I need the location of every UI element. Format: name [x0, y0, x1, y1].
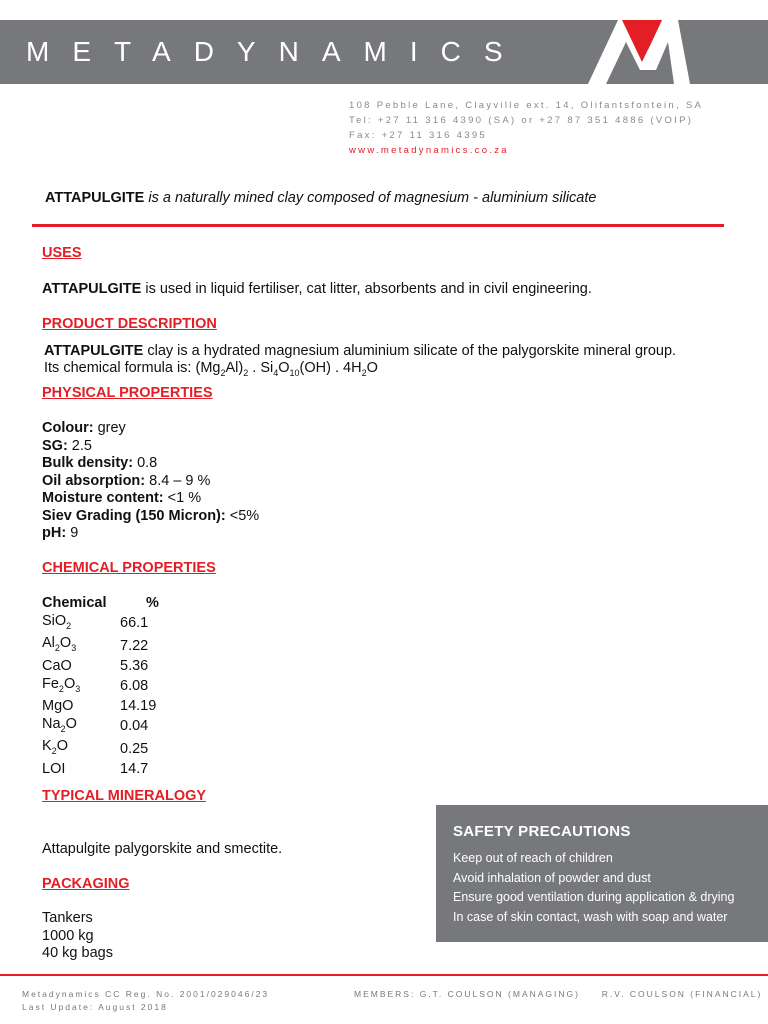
property-row: [42, 473, 259, 491]
intro-product-name: ATTAPULGITE: [45, 190, 145, 206]
chemical-formula-cell: [42, 658, 120, 676]
formula-prefix: Its chemical formula is:: [44, 360, 196, 376]
formula-subscript: 3: [71, 643, 77, 654]
typical-mineralogy-heading: TYPICAL MINERALOGY: [42, 788, 207, 804]
chemical-properties-heading: CHEMICAL PROPERTIES: [42, 560, 216, 576]
safety-precautions-box: [436, 805, 768, 942]
property-row: [42, 490, 259, 508]
formula-part: LOI: [42, 761, 66, 778]
formula-subscript: 3: [75, 683, 81, 694]
list-item: Ensure good ventilation during application & drying: [453, 890, 735, 904]
percent-cell: 0.04: [120, 718, 149, 735]
chemical-table: [42, 595, 159, 779]
formula-part: O: [59, 635, 72, 652]
intro-divider: [32, 224, 724, 227]
percent-cell: 5.36: [120, 657, 149, 674]
property-value: 8.4 – 9 %: [145, 472, 211, 489]
percent-cell: 14.19: [120, 698, 157, 715]
physical-properties-heading: PHYSICAL PROPERTIES: [42, 385, 213, 401]
company-name: METADYNAMICS: [26, 36, 526, 67]
percent-cell: 14.7: [120, 761, 149, 778]
safety-list: [453, 849, 734, 927]
percent-cell: 6.08: [120, 678, 149, 695]
formula-part: K: [42, 738, 52, 755]
percent-cell: 66.1: [120, 615, 149, 632]
packaging-list: [42, 910, 113, 963]
physical-properties-list: [42, 420, 259, 543]
uses-heading: USES: [42, 245, 82, 261]
formula-part: O: [65, 715, 77, 732]
footer-left: [22, 988, 269, 1014]
formula-subscript: 2: [54, 643, 60, 654]
footer-registration: Metadynamics CC Reg. No. 2001/029046/23: [22, 989, 270, 999]
footer-last-update: Last Update: August 2018: [22, 1002, 168, 1012]
property-label: Oil absorption:: [42, 472, 146, 489]
uses-text: [42, 281, 592, 299]
description-text: [44, 343, 676, 361]
property-value: 2.5: [67, 437, 92, 454]
formula-part: SiO: [42, 612, 67, 629]
property-label: Moisture content:: [42, 490, 164, 506]
formula-subscript: 2: [58, 683, 64, 694]
table-row: [42, 676, 159, 699]
table-row: [42, 635, 159, 658]
list-item: In case of skin contact, wash with soap and water: [453, 909, 728, 924]
table-row: [42, 738, 159, 761]
contact-block: [349, 98, 703, 158]
formula-subscript: 2: [60, 723, 66, 734]
property-value: <1 %: [163, 490, 202, 506]
property-value: 9: [66, 525, 79, 541]
intro-line: [45, 190, 596, 206]
formula-subscript: 2: [66, 620, 72, 631]
description-body: clay is a hydrated magnesium aluminium silicate of the palygorskite mineral group.: [143, 343, 677, 359]
formula-part: Fe: [42, 675, 59, 692]
formula-part: Na: [42, 715, 61, 732]
contact-website-link[interactable]: www.metadynamics.co.za: [349, 145, 509, 156]
table-row: [42, 658, 159, 676]
table-row: [42, 716, 159, 739]
footer-divider: [0, 974, 768, 976]
property-row: [42, 438, 259, 456]
formula-part: O: [63, 675, 76, 692]
property-row: [42, 508, 259, 526]
chemical-formula: Its chemical formula is: $(Mg_2Al)_2$ . $Si_4O_{10}(OH)$ . $4H_2O$: [44, 360, 378, 378]
formula-part: Al: [42, 635, 55, 652]
chemical-formula-cell: [42, 676, 120, 699]
list-item: Keep out of reach of children: [453, 851, 613, 865]
formula-part: CaO: [42, 657, 72, 674]
contact-fax: Fax: +27 11 316 4395: [349, 130, 487, 141]
contact-tel: Tel: +27 11 316 4390 (SA) or +27 87 351 4886 (VOIP): [349, 115, 694, 126]
list-item: Tankers: [42, 910, 93, 926]
packaging-heading: PACKAGING: [42, 876, 130, 892]
table-row: [42, 613, 159, 636]
list-item: 1000 kg: [42, 927, 94, 944]
description-product-name: ATTAPULGITE: [44, 343, 144, 359]
property-label: Colour:: [42, 420, 94, 436]
chemical-formula-cell: [42, 613, 120, 636]
column-header-percent: %: [146, 595, 159, 611]
formula-subscript: 2: [51, 746, 57, 757]
chemical-table-header: [42, 595, 159, 613]
uses-body: is used in liquid fertiliser, cat litter, absorbents and in civil engineering.: [141, 281, 592, 297]
metadynamics-logo: [578, 20, 698, 84]
column-header-chemical: Chemical: [42, 595, 107, 611]
contact-address: 108 Pebble Lane, Clayville ext. 14, Olifantsfontein, SA: [349, 100, 704, 111]
chemical-formula-cell: [42, 698, 120, 716]
chemical-formula-cell: [42, 738, 120, 761]
chemical-formula-cell: [42, 716, 120, 739]
property-row: [42, 455, 259, 473]
safety-title: SAFETY PRECAUTIONS: [453, 823, 631, 840]
property-row: [42, 420, 259, 438]
property-value: <5%: [225, 507, 260, 524]
percent-cell: 0.25: [120, 740, 149, 757]
property-label: SG:: [42, 437, 68, 454]
chemical-formula-cell: [42, 761, 120, 779]
percent-cell: 7.22: [120, 637, 149, 654]
table-row: [42, 698, 159, 716]
property-label: pH:: [42, 525, 67, 541]
table-row: [42, 761, 159, 779]
list-item: Avoid inhalation of powder and dust: [453, 870, 651, 885]
chemical-formula-cell: [42, 635, 120, 658]
property-value: 0.8: [133, 455, 158, 471]
list-item: 40 kg bags: [42, 945, 113, 961]
formula-part: MgO: [42, 698, 74, 715]
uses-product-name: ATTAPULGITE: [42, 281, 142, 297]
property-row: [42, 525, 259, 543]
property-value: grey: [93, 420, 126, 436]
footer-members: MEMBERS: G.T. COULSON (MANAGING) R.V. COULSON (FINANCIAL): [354, 989, 763, 999]
property-label: Siev Grading (150 Micron):: [42, 507, 226, 524]
property-label: Bulk density:: [42, 455, 134, 471]
formula-part: O: [56, 738, 68, 755]
mineralogy-text: Attapulgite palygorskite and smectite.: [42, 841, 283, 857]
intro-text: is a naturally mined clay composed of magnesium - aluminium silicate: [144, 190, 597, 206]
product-description-heading: PRODUCT DESCRIPTION: [42, 316, 217, 332]
